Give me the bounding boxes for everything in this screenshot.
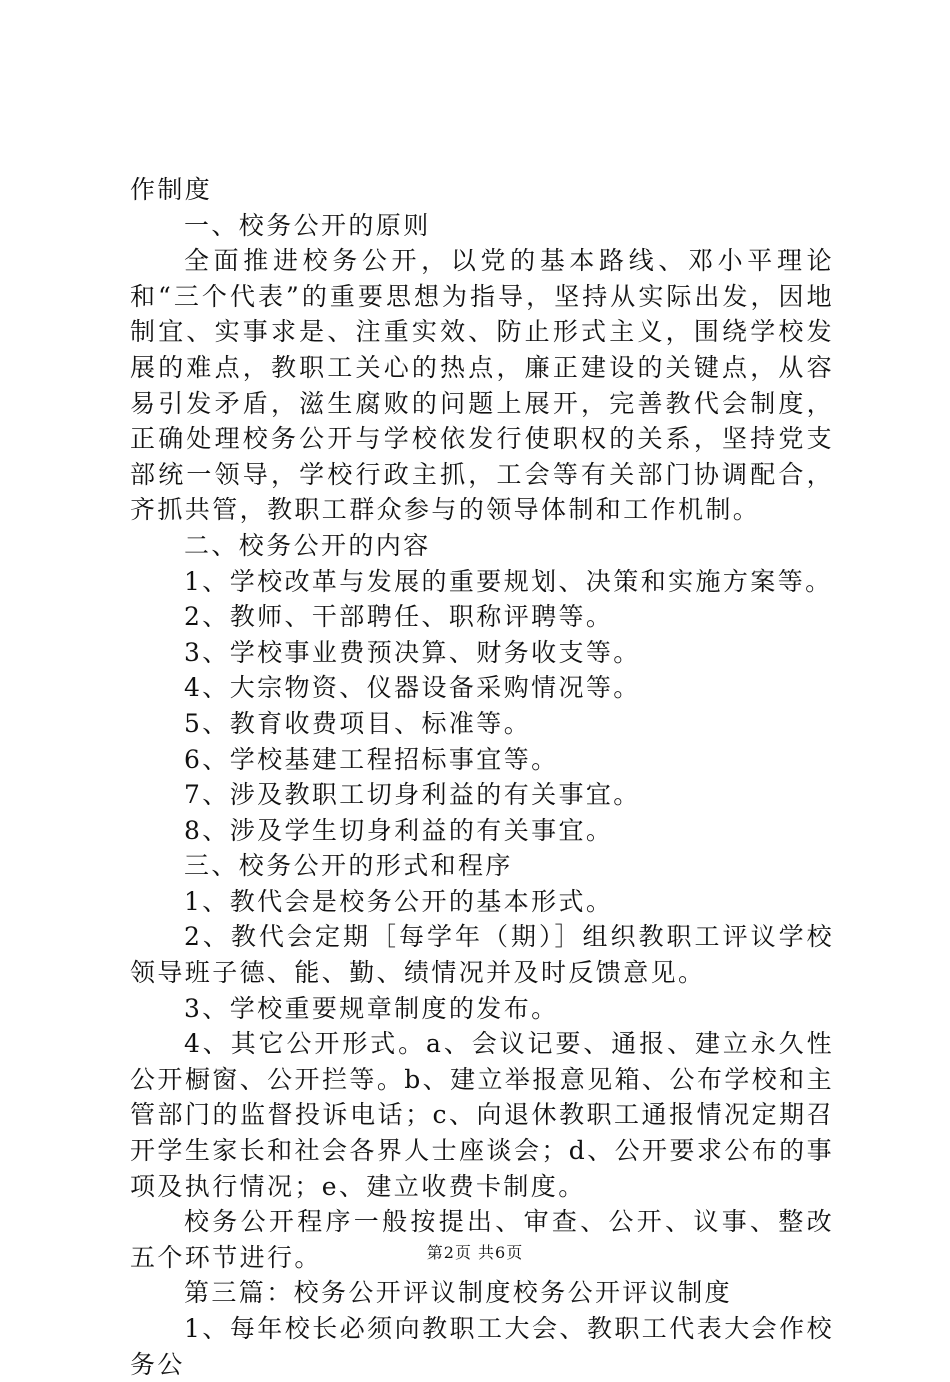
list-item: 2、教师、干部聘任、职称评聘等。 [184, 602, 614, 632]
list-item: 4、其它公开形式。a、会议记要、通报、建立永久性公开橱窗、公开拦等。b、建立举报意见箱、公布学校和主管部门的监督投诉电话；c、向退休教职工通报情况定期召开学生家长和社会各界人士座谈会；d、公开要求公布的事项及执行情况；e、建立收费卡制度。 [130, 1029, 834, 1201]
list-item: 1、教代会是校务公开的基本形式。 [184, 886, 614, 916]
list-item: 5、教育收费项目、标准等。 [184, 708, 532, 738]
document-body [130, 172, 834, 1382]
paragraph: 作制度 [130, 175, 213, 204]
list-item: 2、教代会定期［每学年（期）］组织教职工评议学校领导班子德、能、勤、绩情况并及时反馈意见。 [130, 922, 834, 988]
section-heading: 第三篇：校务公开评议制度校务公开评议制度 [184, 1278, 733, 1308]
paragraph: 全面推进校务公开，以党的基本路线、邓小平理论和“三个代表”的重要思想为指导，坚持从实际出发，因地制宜、实事求是、注重实效、防止形式主义，围绕学校发展的难点，教职工关心的热点，廉正建设的关键点，从容易引发矛盾，滋生腐败的问题上展开，完善教代会制度，正确处理校务公开与学校依发行使职权的关系，坚持党支部统一领导，学校行政主抓，工会等有关部门协调配合，齐抓共管，教职工群众参与的领导体制和工作机制。 [130, 246, 834, 525]
list-item: 1、学校改革与发展的重要规划、决策和实施方案等。 [184, 566, 833, 596]
section-heading: 三、校务公开的形式和程序 [184, 851, 513, 881]
paragraph: 校务公开程序一般按提出、审查、公开、议事、整改五个环节进行。 [130, 1207, 834, 1272]
section-heading: 二、校务公开的内容 [184, 530, 431, 560]
list-item: 1、每年校长必须向教职工大会、教职工代表大会作校务公 [130, 1314, 834, 1379]
list-item: 3、学校重要规章制度的发布。 [184, 993, 559, 1023]
page-number-footer: 第2页 共6页 [426, 1243, 524, 1262]
list-item: 7、涉及教职工切身利益的有关事宜。 [184, 780, 641, 810]
list-item: 3、学校事业费预决算、财务收支等。 [184, 637, 641, 667]
list-item: 8、涉及学生切身利益的有关事宜。 [184, 815, 614, 845]
list-item: 6、学校基建工程招标事宜等。 [184, 744, 559, 774]
list-item: 4、大宗物资、仪器设备采购情况等。 [184, 673, 641, 703]
section-heading: 一、校务公开的原则 [184, 210, 431, 240]
